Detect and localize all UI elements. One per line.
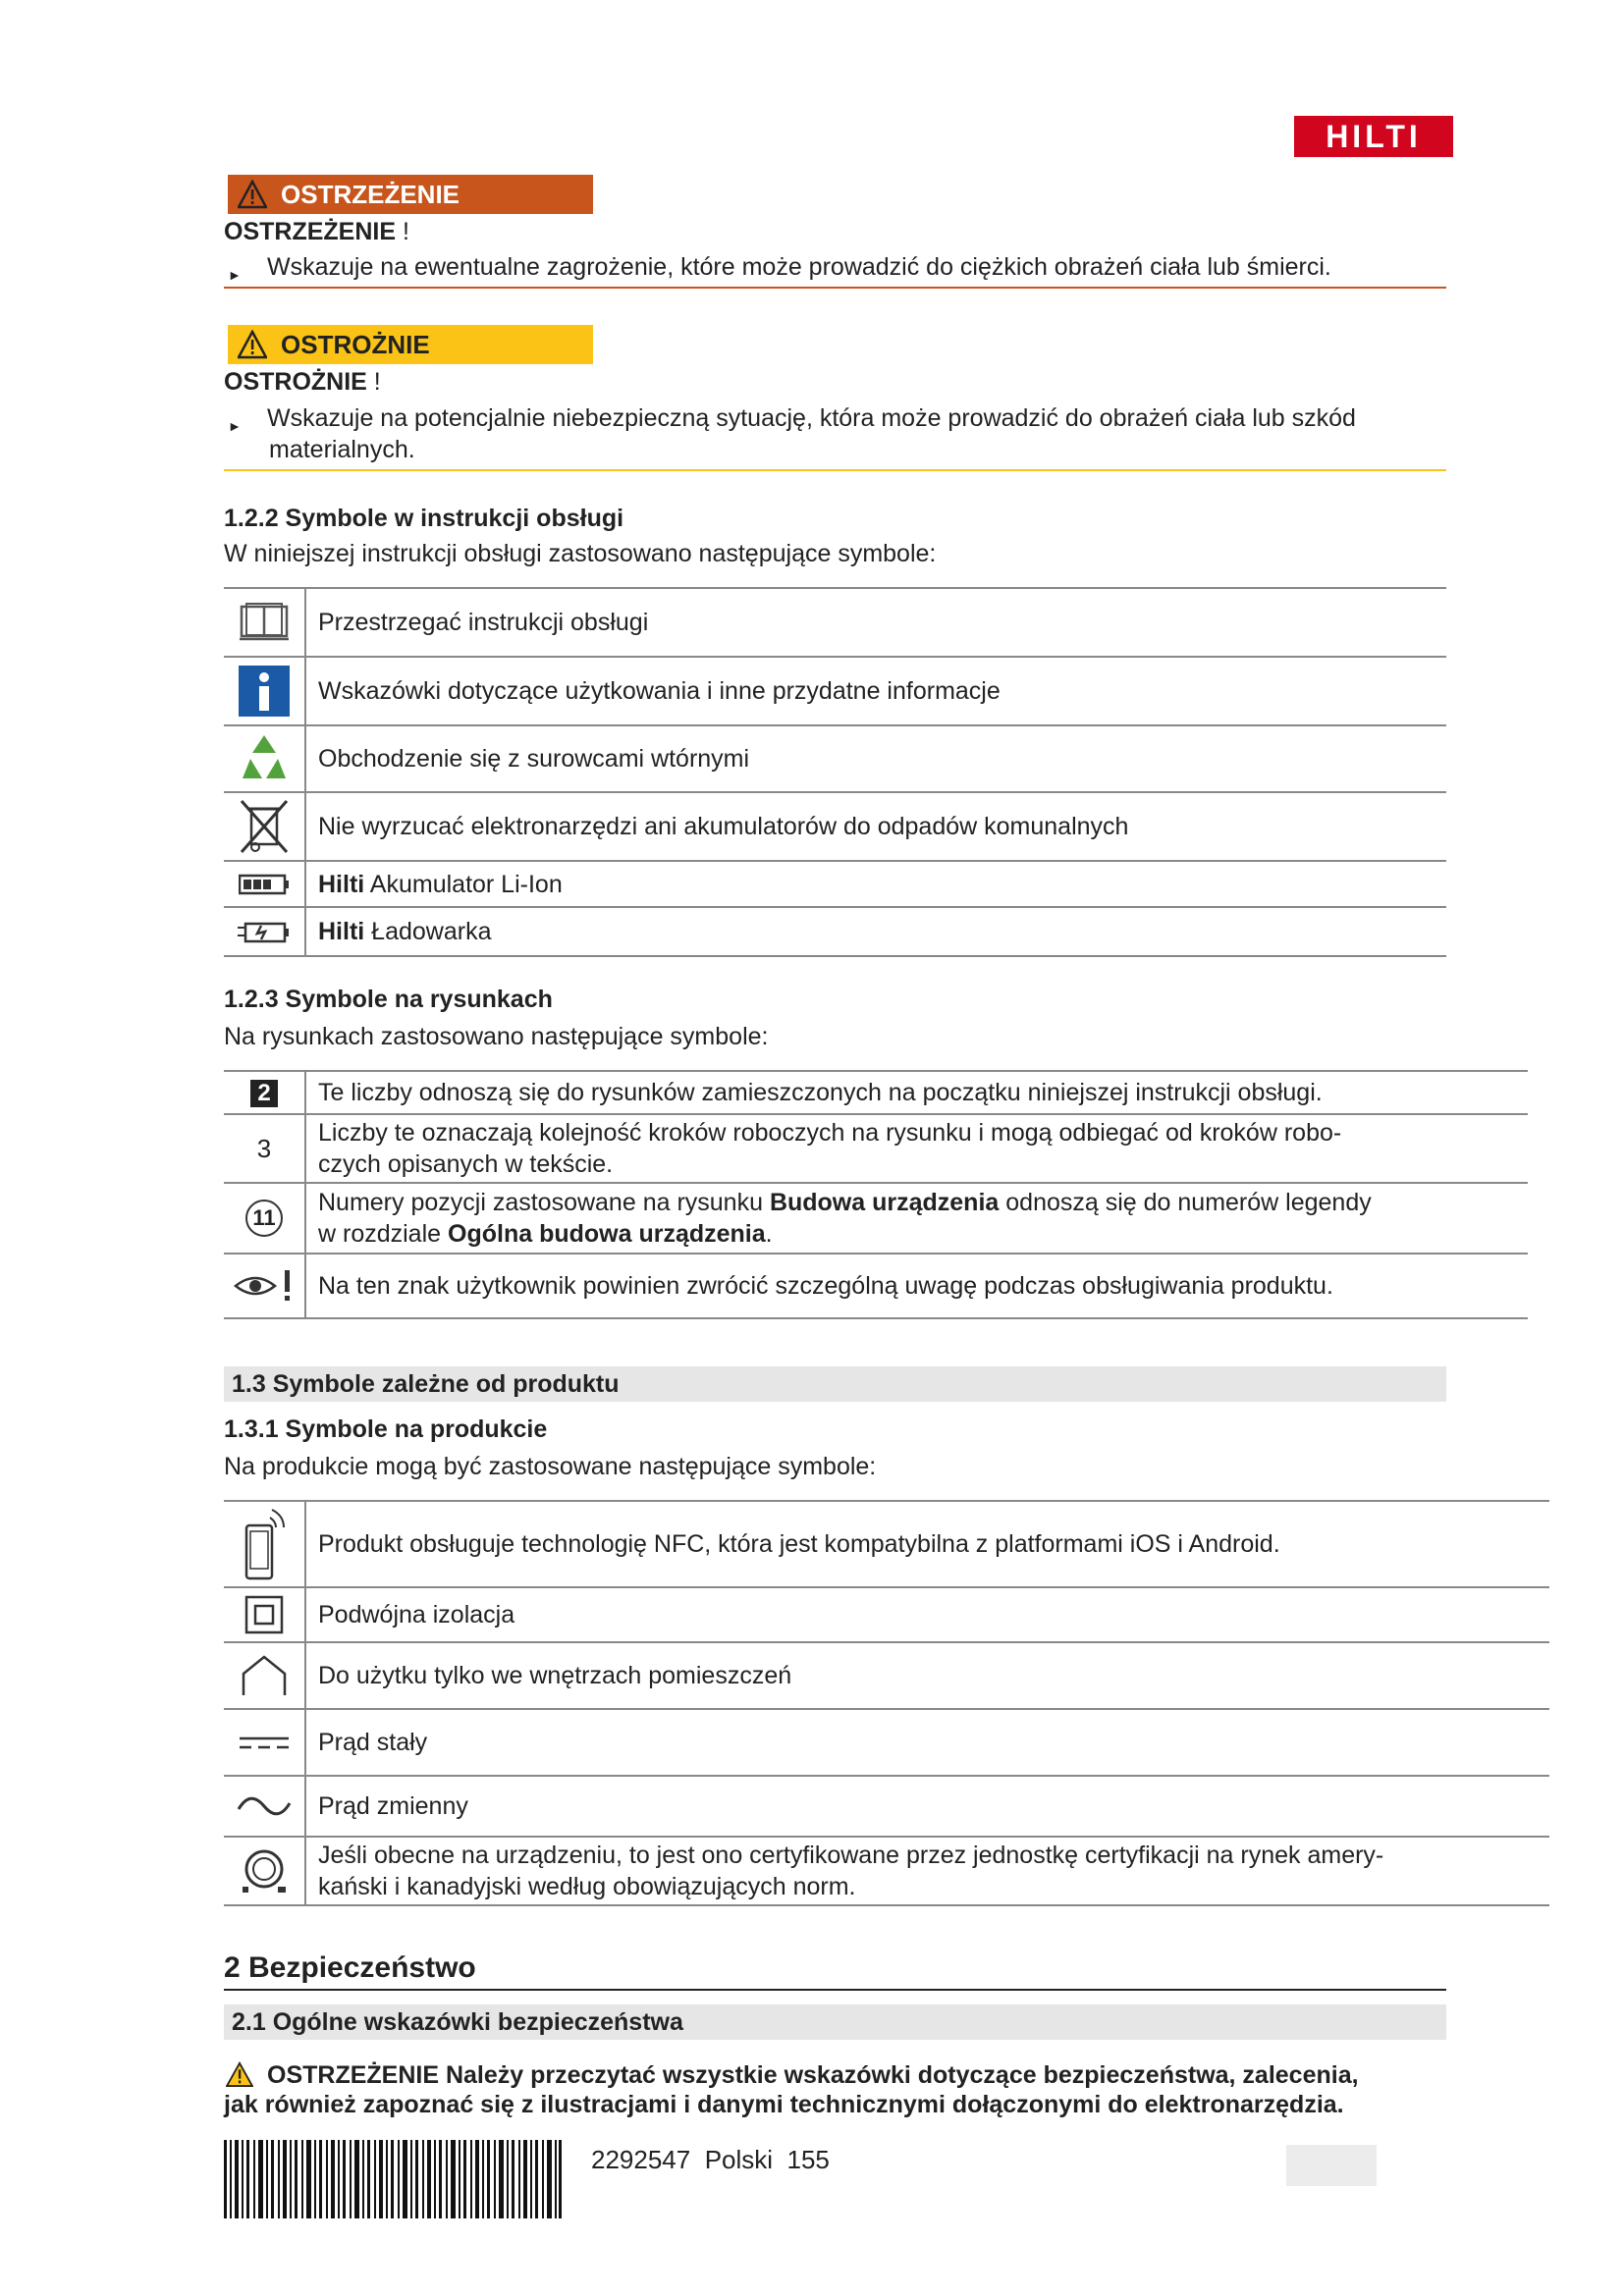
table-row — [224, 907, 1446, 956]
footer-info: 2292547 Polski 155 — [591, 2145, 830, 2174]
table-cell: Nie wyrzucać elektronarzędzi ani akumulatorów do odpadów komunalnych — [305, 792, 1446, 861]
item-number-icon: 11 — [245, 1200, 283, 1237]
table-cell: Hilti Akumulator Li-Ion — [305, 861, 1446, 907]
table-cell: Prąd zmienny — [305, 1776, 1549, 1837]
table-row — [224, 1837, 1549, 1905]
recycle-icon — [237, 733, 292, 784]
page-number: 155 — [786, 2145, 830, 2174]
direct-current-icon — [238, 1733, 291, 1752]
table-cell: Jeśli obecne na urządzeniu, to jest ono certyfikowane przez jednostkę certyfikacji na rynek amery- kański i kanadyjski według obowiązujących norm. — [305, 1837, 1549, 1905]
warning-divider — [224, 287, 1446, 289]
barcode — [224, 2140, 562, 2218]
table-cell: Przestrzegać instrukcji obsługi — [305, 588, 1446, 657]
page-tab-marker — [1286, 2145, 1377, 2186]
table-row — [224, 725, 1446, 792]
table-row — [224, 1071, 1528, 1114]
warning-banner — [228, 175, 593, 214]
caution-heading: OSTROŻNIE ! — [224, 368, 381, 396]
table-cell: Obchodzenie się z surowcami wtórnymi — [305, 725, 1446, 792]
eye-attention-icon — [232, 1268, 297, 1304]
info-icon — [239, 666, 290, 717]
section-1-3-1-intro: Na produkcie mogą być zastosowane następujące symbole: — [224, 1453, 877, 1480]
alternating-current-icon — [237, 1793, 292, 1819]
table-cell: Na ten znak użytkownik powinien zwrócić szczególną uwagę podczas obsługiwania produktu. — [305, 1254, 1528, 1318]
section-1-2-3-title: 1.2.3 Symbole na rysunkach — [224, 986, 553, 1013]
warning-banner-label: OSTRZEŻENIE — [281, 179, 460, 209]
product-symbols-table — [224, 1500, 1549, 1906]
table-row — [224, 1183, 1528, 1254]
warning-triangle-icon — [226, 2061, 253, 2087]
table-cell: Wskazówki dotyczące użytkowania i inne przydatne informacje — [305, 657, 1446, 725]
table-cell: Te liczby odnoszą się do rysunków zamieszczonych na początku niniejszej instrukcji obsługi. — [305, 1071, 1528, 1114]
chapter-divider — [224, 1989, 1446, 1991]
table-row — [224, 792, 1446, 861]
section-2-1-title: 2.1 Ogólne wskazówki bezpieczeństwa — [224, 2004, 1446, 2040]
battery-icon — [239, 874, 290, 895]
manual-page: HILTI OSTRZEŻENIE OSTRZEŻENIE ! ► Wskazuje na ewentualne zagrożenie, które może prowadzić do ciężkich obrażeń ciała lub śmierci. OSTROŻNIE OSTROŻNIE ! ► Wskazuje na potencjalnie niebezpieczną sytuację, która może prowadzić do obrażeń ciała lub szkód materialnych. 1.2.2 Symbole w instrukcji obsługi W niniejszej instrukcji obsługi zastosowano następujące symbole: Przestrzegać instrukcji obsługi Wskazówki dotyczące użytkowania i inne przydatne informacje Obchodzenie się z surowcami wtórnymi Nie wyrzucać elektronarzędzi ani akumulatorów do odpadów komunalnych Hilti Akumulator Li-Ion Hilti Ładowarka 1.2.3 Symbole na rysunkach Na rysunkach zastosowano następujące symbole: 2 Te liczby odnoszą się do rysunków zamieszczonych na początku niniejszej instrukcji obsługi. 3 Liczby te oznaczają kolejność kroków roboczych na rysunku i mogą odbiegać od kroków robo- czych opisanych w tekście. 11 Numery pozycji zastosowane na rysunku Budowa urządzenia odnoszą się do numerów legendy w rozdziale Ogólna budowa urządzenia. Na ten znak użytkownik powinien zwrócić szczególną uwagę podczas obsługiwania produktu. 1.3 Symbole zależne od produktu 1.3.1 Symbole na produkcie Na produkcie mogą być zastosowane następujące symbole: Produkt obsługuje technologię NFC, która jest kompatybilna z platformami iOS i Android. Podwójna izolacja Do użytku tylko we wnętrzach pomieszczeń Prąd stały Prąd zmienny Jeśli obecne na urządzeniu, to jest ono certyfikowane przez jednostkę certyfikacji na rynek amery- kański i kanadyjski według obowiązujących norm. 2 Bezpieczeństwo 2.1 Ogólne wskazówki bezpieczeństwa OSTRZEŻENIE Należy przeczytać wszystkie wskazówki dotyczące bezpieczeństwa, zalecenia, jak również zapoznać się z ilustracjami i danymi technicznymi dołączonymi do elektronarzędzia. 2292547 Polski 155 — [0, 0, 1624, 2296]
table-cell: Prąd stały — [305, 1709, 1549, 1776]
indoor-house-icon — [240, 1654, 289, 1697]
table-row — [224, 1587, 1549, 1642]
nfc-phone-icon — [241, 1506, 288, 1582]
manual-symbols-table — [224, 587, 1446, 957]
chapter-2-title: 2 Bezpieczeństwo — [224, 1951, 476, 1984]
csa-cert-icon — [239, 1845, 290, 1896]
table-row — [224, 1254, 1528, 1318]
step-number-icon: 3 — [256, 1133, 272, 1163]
general-warning-line2: jak również zapoznać się z ilustracjami i danymi technicznymi dołączonymi do elektronarzędzia. — [224, 2091, 1344, 2118]
warning-triangle-icon — [238, 180, 267, 209]
table-row — [224, 588, 1446, 657]
double-insulation-icon — [244, 1595, 284, 1634]
table-row — [224, 1114, 1528, 1183]
manual-book-icon — [238, 603, 291, 642]
caution-triangle-icon — [238, 330, 267, 359]
table-cell: Numery pozycji zastosowane na rysunku Budowa urządzenia odnoszą się do numerów legendy w rozdziale Ogólna budowa urządzenia. — [305, 1183, 1528, 1254]
charger-icon — [236, 918, 293, 945]
table-row — [224, 1776, 1549, 1837]
section-1-3-title: 1.3 Symbole zależne od produktu — [224, 1366, 1446, 1402]
section-1-2-2-intro: W niniejszej instrukcji obsługi zastosowano następujące symbole: — [224, 540, 937, 567]
caution-banner-label: OSTROŻNIE — [281, 329, 430, 359]
figure-number-icon: 2 — [250, 1080, 278, 1107]
table-row — [224, 657, 1446, 725]
table-row — [224, 1501, 1549, 1587]
drawing-symbols-table — [224, 1070, 1528, 1319]
table-cell: Do użytku tylko we wnętrzach pomieszczeń — [305, 1642, 1549, 1709]
table-cell: Liczby te oznaczają kolejność kroków roboczych na rysunku i mogą odbiegać od kroków robo- czych opisanych w tekście. — [305, 1114, 1528, 1183]
caution-divider — [224, 469, 1446, 471]
crossed-bin-icon — [238, 797, 291, 856]
table-cell: Hilti Ładowarka — [305, 907, 1446, 956]
hilti-logo: HILTI — [1294, 116, 1453, 157]
general-warning-line1: OSTRZEŻENIE Należy przeczytać wszystkie wskazówki dotyczące bezpieczeństwa, zalecenia, — [267, 2061, 1359, 2089]
table-cell: Produkt obsługuje technologię NFC, która jest kompatybilna z platformami iOS i Android. — [305, 1501, 1549, 1587]
caution-banner — [228, 325, 593, 364]
table-cell: Podwójna izolacja — [305, 1587, 1549, 1642]
section-1-2-2-title: 1.2.2 Symbole w instrukcji obsługi — [224, 505, 624, 532]
warning-heading: OSTRZEŻENIE ! — [224, 218, 409, 245]
section-1-2-3-intro: Na rysunkach zastosowano następujące symbole: — [224, 1023, 769, 1050]
table-row — [224, 1709, 1549, 1776]
table-row — [224, 861, 1446, 907]
section-1-3-1-title: 1.3.1 Symbole na produkcie — [224, 1415, 548, 1443]
table-row — [224, 1642, 1549, 1709]
